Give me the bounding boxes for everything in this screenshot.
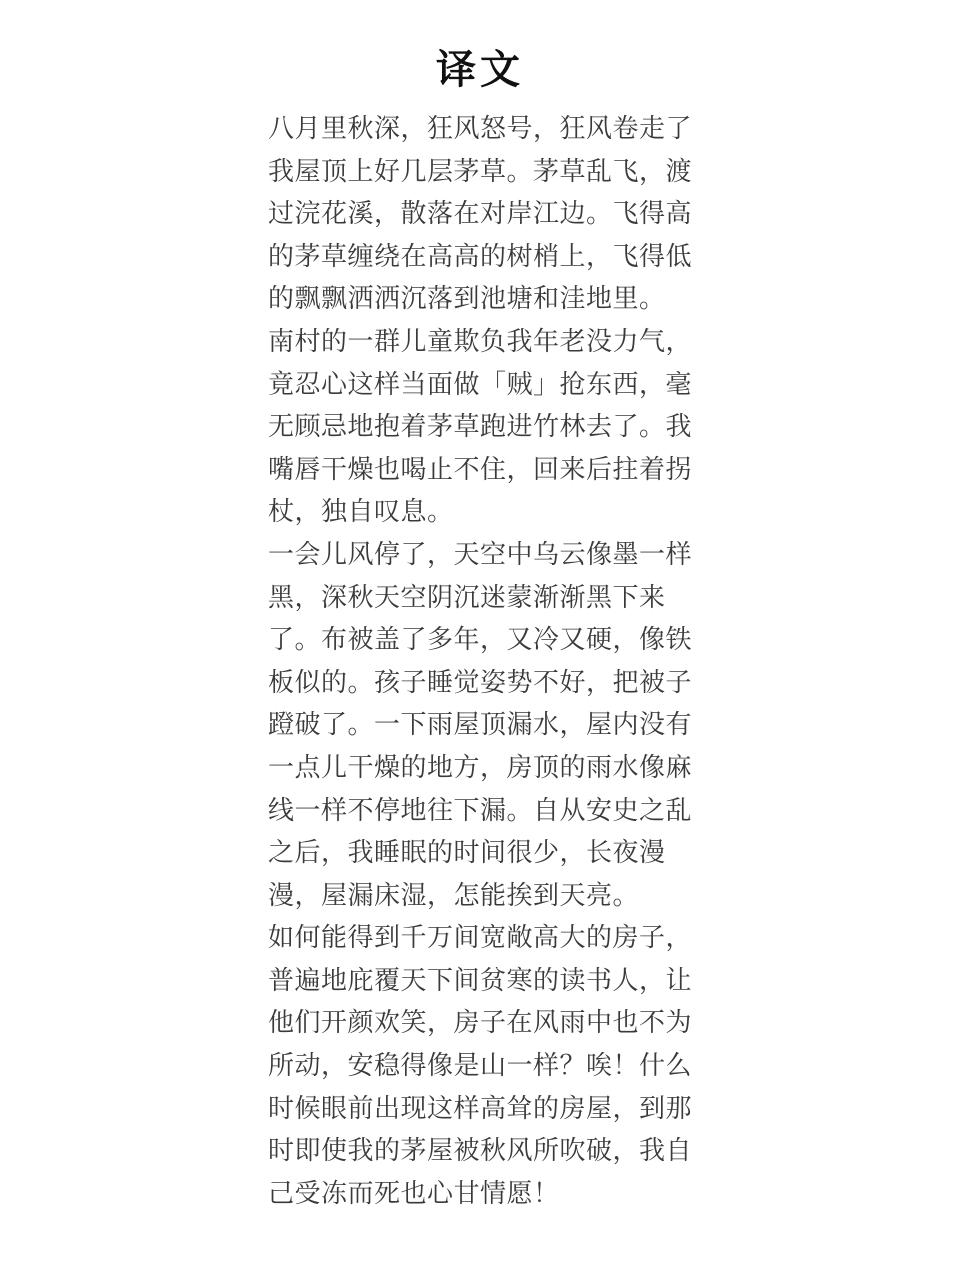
paragraph: [268, 321, 692, 534]
text-line: 时候眼前出现这样高耸的房屋，到那: [268, 1093, 693, 1124]
page-title: 译文: [436, 46, 524, 93]
text-line: 八月里秋深，狂风怒号，狂风卷走了: [268, 114, 693, 144]
text-line: 的茅草缠绕在高高的树梢上，飞得低: [268, 241, 693, 272]
text-line: 黑，深秋天空阴沉迷蒙渐渐黑下来: [268, 582, 666, 613]
text-line: 己受冻而死也心甘情愿！: [268, 1178, 560, 1209]
text-line: 一会儿风停了，天空中乌云像墨一样: [268, 539, 693, 570]
text-line: 嘴唇干燥也喝止不住，回来后拄着拐: [268, 454, 693, 485]
text-line: 板似的。孩子睡觉姿势不好，把被子: [268, 667, 693, 698]
text-line: 时即使我的茅屋被秋风所吹破，我自: [268, 1136, 693, 1167]
text-line: 所动，安稳得像是山一样？唉！什么: [268, 1051, 693, 1082]
text-line: 南村的一群儿童欺负我年老没力气，: [268, 326, 693, 357]
text-line: 漫，屋漏床湿，怎能挨到天亮。: [268, 880, 640, 911]
text-line: 如何能得到千万间宽敞高大的房子，: [268, 923, 693, 954]
text-line: 一点儿干燥的地方，房顶的雨水像麻: [268, 752, 693, 783]
text-line: 过浣花溪，散落在对岸江边。飞得高: [268, 199, 693, 230]
text-line: 他们开颜欢笑，房子在风雨中也不为: [268, 1008, 693, 1039]
translation-body: [268, 108, 692, 1215]
text-line: 无顾忌地抱着茅草跑进竹林去了。我: [268, 412, 693, 443]
text-line: 竟忍心这样当面做「贼」抢东西，毫: [268, 369, 693, 400]
paragraph: [268, 534, 692, 917]
text-line: 普遍地庇覆天下间贫寒的读书人，让: [268, 965, 693, 996]
text-line: 了。布被盖了多年，又冷又硬，像铁: [268, 625, 693, 656]
paragraph: [268, 108, 692, 321]
text-line: 蹬破了。一下雨屋顶漏水，屋内没有: [268, 710, 693, 741]
text-line: 之后，我睡眠的时间很少，长夜漫: [268, 838, 666, 869]
paragraph: [268, 917, 692, 1215]
text-line: 我屋顶上好几层茅草。茅草乱飞，渡: [268, 156, 693, 187]
text-line: 的飘飘洒洒沉落到池塘和洼地里。: [268, 284, 666, 315]
text-line: 杖，独自叹息。: [268, 497, 454, 528]
text-line: 线一样不停地往下漏。自从安史之乱: [268, 795, 693, 826]
